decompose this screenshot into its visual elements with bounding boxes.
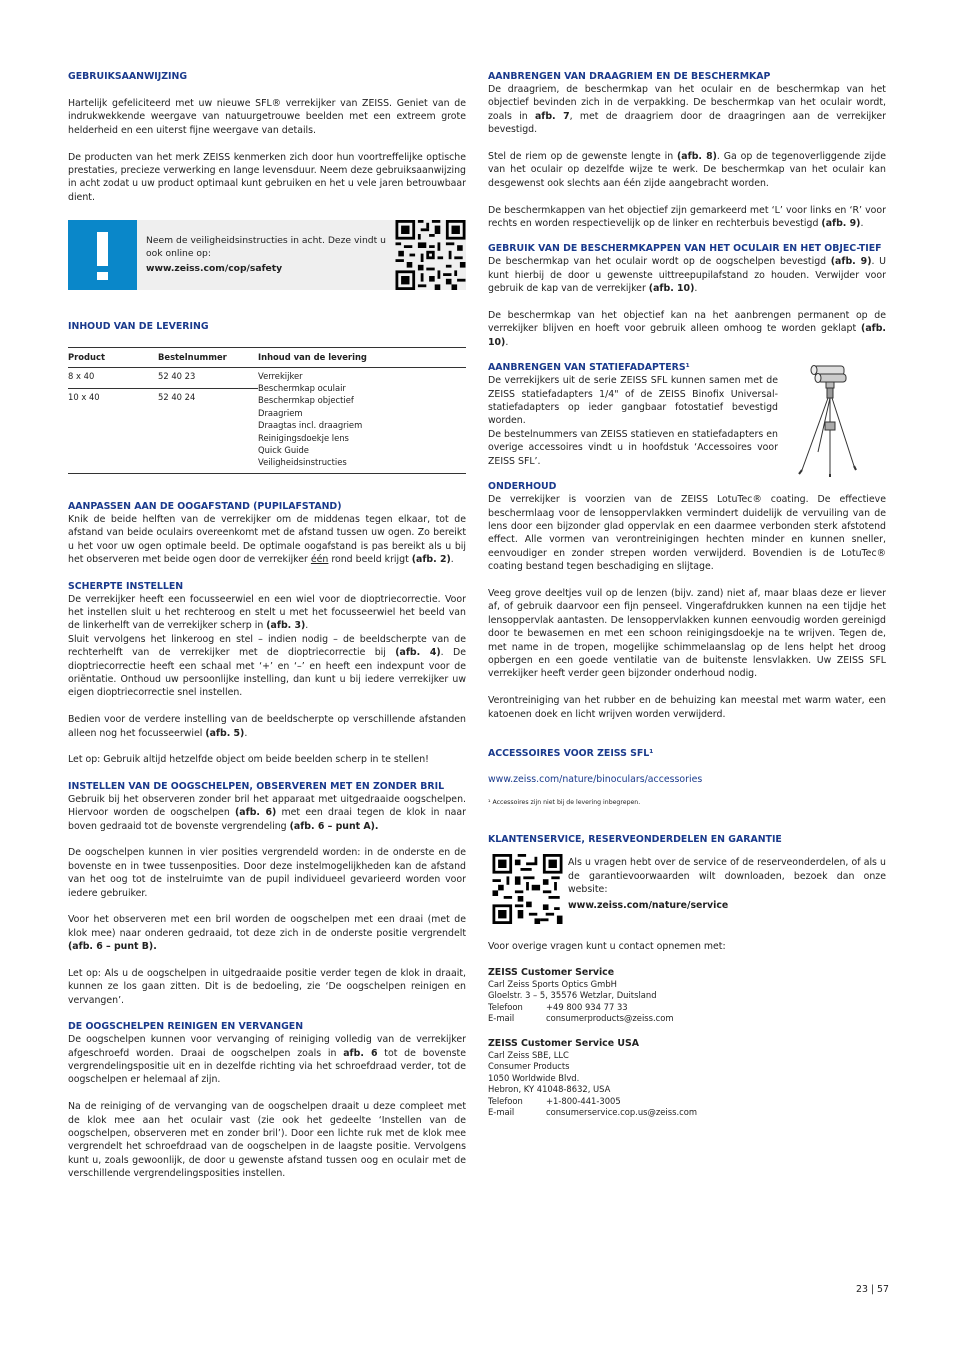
- section-title-draagriem: AANBRENGEN VAN DRAAGRIEM EN DE BESCHERMKAP: [488, 71, 771, 82]
- contact-email[interactable]: consumerservice.cop.us@zeiss.com: [546, 1107, 698, 1118]
- section-title-klantenservice: KLANTENSERVICE, RESERVEONDERDELEN EN GARANTIE: [488, 834, 782, 846]
- oogafstand-paragraph: Knik de beide helften van de verrekijker om de middenas tegen elkaar, tot de afstand van beide oculairs overeenkomt met de afstand tussen uw ogen. Zo bereikt u het voor uw ogen optimale beeld. De optimale oogafstand is pas bereikt als u bij het observeren met beide ogen door de verrekijker één rond beeld krijgt (afb. 2).: [68, 513, 466, 566]
- scherpte-paragraph-1: De verrekijker heeft een focusseerwiel en een wiel voor de dioptriecorrectie. Voor het instellen sluit u het rechteroog en stelt u met het focusseerwiel het beeld van de linkerhelft van de verrekijker scherp in (afb. 3).: [68, 593, 466, 632]
- contact-label: Telefoon: [488, 1095, 523, 1106]
- onderhoud-paragraph-1: De verrekijker is voorzien van de ZEISS LotuTec® coating. De effectieve beschermlaag voor de lensoppervlakken vermindert duidelijk de vervuiling van de lens door een bijzonder glad oppervlak en een daarmee verbonden sterk afstotend effect. Alle vormen van verontreinigingen hechten minder en kunnen sneller, eenvoudiger en zonder strepen worden verwijderd. Bovendien is de LotuTec® coating bestand tegen beschadiging en slijtage.: [488, 494, 886, 573]
- contact-block-de: [488, 966, 886, 1025]
- list-item: Draagtas incl. draagriem: [258, 420, 363, 431]
- table-cell: 10 x 40: [68, 388, 158, 473]
- delivery-table: [68, 347, 466, 474]
- intro-paragraph-1: Hartelijk gefeliciteerd met uw nieuwe SFL® verrekijker van ZEISS. Geniet van de indrukwekkende weergave van natuurgetrouwe beelden met een extreem grote helderheid en een uiterst fijne weergave van details.: [68, 98, 466, 136]
- contact-label: E-mail: [488, 1107, 515, 1118]
- list-item: Beschermkap objectief: [258, 395, 354, 406]
- left-column: [68, 70, 466, 1181]
- contact-title: ZEISS Customer Service USA: [488, 1037, 639, 1049]
- contact-line: Gloelstr. 3 – 5, 35576 Wetzlar, Duitsland: [488, 990, 657, 1001]
- oogschelpen-note: Let op: Als u de oogschelpen in uitgedraaide positie verder tegen de klok in draait, kunnen ze los gaan zitten. Dit is de bedoeling, zie ‘De oogschelpen reinigen en vervangen’.: [68, 968, 466, 1006]
- contact-line: Carl Zeiss SBE, LLC: [488, 1049, 569, 1060]
- safety-text: Neem de veiligheidsinstructies in acht. Deze vindt u ook online op:: [146, 235, 386, 260]
- qr-code-icon: [395, 220, 466, 290]
- section-title-onderhoud: ONDERHOUD: [488, 481, 557, 493]
- oogschelpen-paragraph-2: De oogschelpen kunnen in vier posities vergrendeld worden: in de onderste en de bovenste en in twee tussenposities. Door deze instelmogelijkheden kan de afstand van het oog tot de instelruimte van de pupil individueel gevarieerd worden voor iedere gebruiker.: [68, 847, 466, 899]
- draagriem-paragraph-2: Stel de riem op de gewenste lengte in (afb. 8). Ga op de tegenoverliggende zijde van het oculair op dezelfde wijze te werk. De beschermkap van het oculair kan desgewenst ook slechts aan één zijde aangebracht worden.: [488, 151, 886, 189]
- accessories-link[interactable]: www.zeiss.com/nature/binoculars/accessories: [488, 773, 703, 785]
- section-title-accessoires: ACCESSOIRES VOOR ZEISS SFL¹: [488, 747, 654, 759]
- list-item: Beschermkap oculair: [258, 383, 346, 394]
- onderhoud-paragraph-2: Veeg grove deeltjes vuil op de lenzen (bijv. zand) niet af, maar blaas deze er liever af, of gebruik daarvoor een fijn penseel. Vingerafdrukken kunnen na een tijdje het lensoppervlak aantasten. De lensoppervlakken kunnen eenvoudig worden gereinigd door te bewasemen en met een schoon reinigingsdoekje na te wrijven. Tegen de, met name in de tropen, mogelijke schimmelaanslag op de lens helpt het droog opbergen en een goede ventilatie van de buitenste lensvlakken. Uw ZEISS SFL verrekijker heeft verder geen bijzonder onderhoud nodig.: [488, 587, 886, 680]
- table-cell: 52 40 24: [158, 388, 258, 473]
- table-cell: 52 40 23: [158, 370, 196, 381]
- table-header: Bestelnummer: [158, 348, 258, 367]
- scherpte-note: Let op: Gebruik altijd hetzelfde object om beide beelden scherp in te stellen!: [68, 754, 429, 766]
- list-item: Reinigingsdoekje lens: [258, 432, 349, 443]
- section-title-gebruiksaanwijzing: GEBRUIKSAANWIJZING: [68, 71, 188, 82]
- intro-paragraph-2: De producten van het merk ZEISS kenmerken zich door hun voortreffelijke optische prestaties, precieze verwerking en lange levensduur. Neem deze gebruiksaanwijzing in acht zodat u uw product optimaal kunt gebruiken en het u vele jaren betrouwbaar dient.: [68, 151, 466, 203]
- contact-label: E-mail: [488, 1013, 515, 1024]
- contact-label: Telefoon: [488, 1001, 523, 1012]
- qr-code-icon: [492, 854, 563, 924]
- contact-line: Carl Zeiss Sports Optics GmbH: [488, 978, 617, 989]
- tripod-binocular-icon: [794, 362, 860, 478]
- section-title-reinigen: DE OOGSCHELPEN REINIGEN EN VERVANGEN: [68, 1021, 304, 1033]
- table-header: Inhoud van de levering: [258, 348, 466, 367]
- page-number: 23 | 57: [856, 1284, 889, 1295]
- oogschelpen-paragraph-1: Gebruik bij het observeren zonder bril het apparaat met uitgedraaide oogschelpen. Hiervoor worden de oogschelpen (afb. 6) met een draai tegen de klok in naar boven gedraaid tot de bovenste vergrendeling (afb. 6 – punt A).: [68, 793, 466, 832]
- table-header: Product: [68, 348, 158, 367]
- contact-line: 1050 Worldwide Blvd.: [488, 1072, 580, 1083]
- safety-warning-box: [68, 220, 466, 290]
- list-item: Quick Guide: [258, 445, 309, 456]
- statief-paragraph-2: De bestelnummers van ZEISS statieven en statiefadapters en overige accessoires vindt u in hoofdstuk ‘Accessoires voor ZEISS SFL’.: [488, 428, 778, 467]
- draagriem-paragraph-3: De beschermkappen van het objectief zijn gemarkeerd met ‘L’ voor links en ‘R’ voor rechts en worden respectievelijk op de linker en rechterbuis bevestigd (afb. 9).: [488, 204, 886, 230]
- reinigen-paragraph-2: Na de reiniging of de vervanging van de oogschelpen draait u deze compleet met de klok mee aan het oculair vast (zie ook het gedeelte ‘Instellen van de oogschelpen, observeren met en zonder bril’). Door een lichte ruk met de klok mee vergrendelt het schroefdraad van de oogschelpen in de laagste positie. Vervolgens kunt u, zoals gewoonlijk, de door u gewenste afstand tussen oog en oculair met de verschillende vergrendelingsposities instellen.: [68, 1101, 466, 1180]
- oogschelpen-paragraph-3: Voor het observeren met een bril worden de oogschelpen met een draai (met de klok mee) naar onderen gedraaid, tot deze zich in de onderste positie vergrendelt (afb. 6 – punt B).: [68, 914, 466, 953]
- table-row: [68, 367, 466, 388]
- contact-line: Consumer Products: [488, 1061, 570, 1072]
- section-title-oogschelpen: INSTELLEN VAN DE OOGSCHELPEN, OBSERVEREN MET EN ZONDER BRIL: [68, 780, 445, 792]
- beschermkappen-paragraph-1: De beschermkap van het oculair wordt op de oogschelpen bevestigd (afb. 9). U kunt hierbij de door u gewenste uittreepupilafstand zo houden. Verwijder voor gebruik de kap van de verrekijker (afb. 10).: [488, 256, 886, 295]
- list-item: Verrekijker: [258, 370, 303, 381]
- list-item: Veiligheidsinstructies: [258, 457, 347, 468]
- scherpte-paragraph-2: Sluit vervolgens het linkeroog en stel – indien nodig – de beeldscherpte van de rechterhelft van de verrekijker met de dioptriecorrectie bij (afb. 4). De dioptriecorrectie heeft een schaal met ‘+’ en ‘–’ en heeft een indexpunt voor de oriëntatie. Onthoud uw persoonlijke instelling, dan kunt u bij iedere verrekijker uw eigen dioptriecorrectie snel instellen.: [68, 633, 466, 699]
- section-title-levering: INHOUD VAN DE LEVERING: [68, 321, 209, 333]
- contact-line: Hebron, KY 41048-8632, USA: [488, 1084, 611, 1095]
- service-text: Als u vragen hebt over de service of de reserveonderdelen, of als u de garantievoorwaarden wilt downloaden, bezoek dan onze website:: [568, 857, 886, 896]
- contact-phone: +1-800-441-3005: [546, 1095, 621, 1106]
- list-item: Draagriem: [258, 407, 303, 418]
- section-title-statiefadapters: AANBRENGEN VAN STATIEFADAPTERS¹: [488, 362, 690, 374]
- contact-email[interactable]: consumerproducts@zeiss.com: [546, 1013, 674, 1024]
- draagriem-paragraph-1: De draagriem, de beschermkap van het oculair en de beschermkap van het objectief bevinden zich in de verpakking. De beschermkap van het oculair wordt, zoals in afb. 7, met de draagriem door de draagringen aan de verrekijker bevestigd.: [488, 84, 886, 136]
- beschermkappen-paragraph-2: De beschermkap van het objectief kan na het aanbrengen permanent op de verrekijker blijven en hoeft voor gebruik alleen omhoog te worden geklapt (afb. 10).: [488, 310, 886, 348]
- section-title-scherpte: SCHERPTE INSTELLEN: [68, 580, 184, 592]
- contact-title: ZEISS Customer Service: [488, 966, 615, 978]
- table-cell: 8 x 40: [68, 370, 95, 381]
- safety-url[interactable]: www.zeiss.com/cop/safety: [146, 263, 283, 275]
- footnote: ¹ Accessoires zijn niet bij de levering inbegrepen.: [488, 799, 641, 807]
- section-title-beschermkappen: GEBRUIK VAN DE BESCHERMKAPPEN VAN HET OCULAIR EN HET OBJEC-TIEF: [488, 243, 882, 255]
- reinigen-paragraph-1: De oogschelpen kunnen voor vervanging of reiniging volledig van de verrekijker afgeschroefd worden. Draai de oogschelpen zoals in afb. 6 tot de bovenste vergrendelingspositie uit en in dezelfde richting via het schroefdraad verder, tot de oogschelpen er helemaal af zijn.: [68, 1034, 466, 1086]
- onderhoud-paragraph-3: Verontreiniging van het rubber en de behuizing kan meestal met warm water, een katoenen doek en licht wrijven worden verwijderd.: [488, 695, 886, 720]
- contact-block-usa: [488, 1037, 886, 1119]
- right-column: [488, 70, 886, 1119]
- scherpte-paragraph-3: Bedien voor de verdere instelling van de beeldscherpte op verschillende afstanden alleen nog het focusseerwiel (afb. 5).: [68, 714, 466, 739]
- service-url[interactable]: www.zeiss.com/nature/service: [568, 899, 729, 911]
- other-questions: Voor overige vragen kunt u contact opnemen met:: [488, 941, 726, 953]
- statief-paragraph-1: De verrekijkers uit de serie ZEISS SFL kunnen samen met de ZEISS statiefadapters 1/4" of de ZEISS Binofix Universal-statiefadapters op ieder gangbaar fotostatief bevestigd worden.: [488, 375, 778, 427]
- section-title-oogafstand: AANPASSEN AAN DE OOGAFSTAND (PUPILAFSTAND): [68, 500, 342, 512]
- contact-phone: +49 800 934 77 33: [546, 1001, 628, 1012]
- warning-icon: [68, 220, 137, 290]
